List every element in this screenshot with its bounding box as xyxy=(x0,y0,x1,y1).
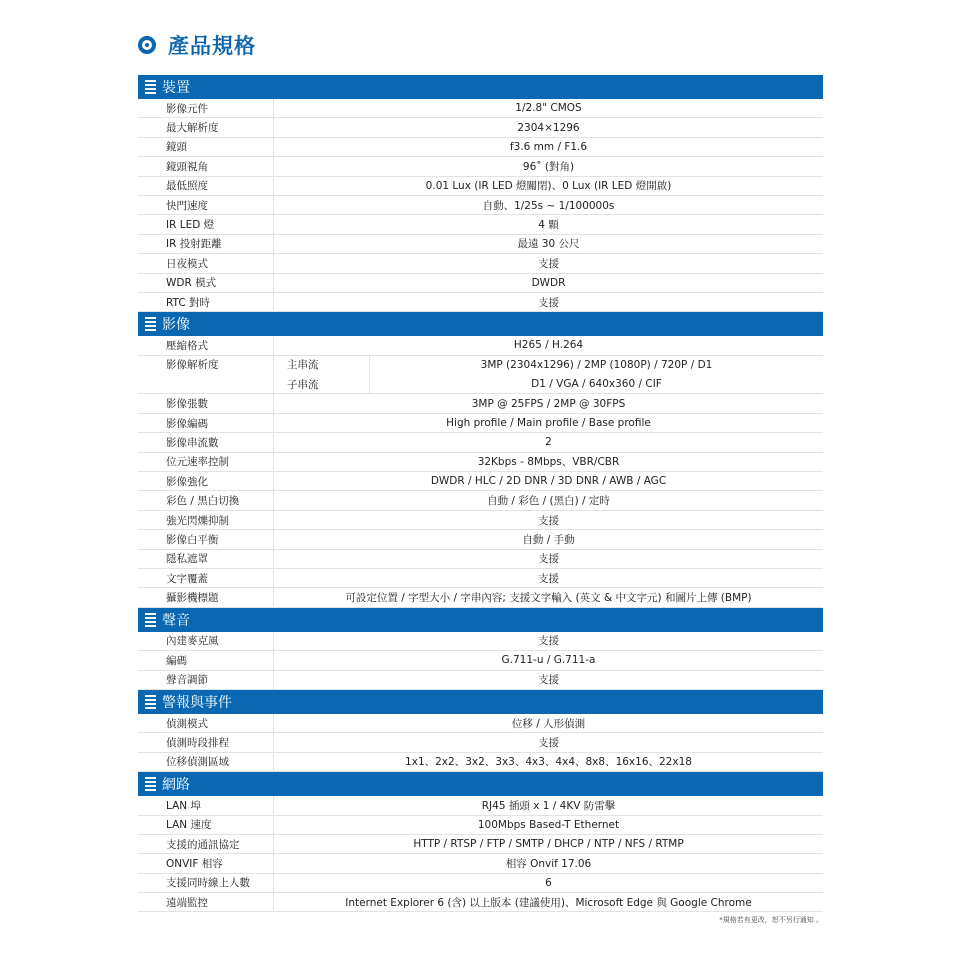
spec-label: RTC 對時 xyxy=(166,296,210,309)
spec-value: 32Kbps - 8Mbps、VBR/CBR xyxy=(477,456,620,469)
spec-value: H265 / H.264 xyxy=(513,339,584,352)
spec-label: 內建麥克風 xyxy=(166,635,219,648)
target-icon xyxy=(138,36,156,54)
spec-value: 支援 xyxy=(538,572,559,585)
list-icon xyxy=(145,613,156,627)
section-title: 聲音 xyxy=(162,612,190,629)
spec-row xyxy=(138,177,823,196)
spec-label: 文字覆蓋 xyxy=(166,572,208,585)
list-icon xyxy=(145,695,156,709)
spec-value: 相容 Onvif 17.06 xyxy=(505,857,592,870)
spec-label: 鏡頭 xyxy=(166,141,187,154)
spec-label: 最低照度 xyxy=(166,180,208,193)
spec-row xyxy=(138,433,823,452)
spec-label: 影像強化 xyxy=(166,475,208,488)
spec-row xyxy=(138,293,823,312)
spec-value: Internet Explorer 6 (含) 以上版本 (建議使用)、Microsoft Edge 與 Google Chrome xyxy=(345,896,752,909)
spec-row xyxy=(138,796,823,815)
spec-row xyxy=(138,550,823,569)
spec-value: 4 顆 xyxy=(538,219,559,232)
spec-row xyxy=(138,632,823,651)
spec-value: 6 xyxy=(545,876,552,889)
spec-label: WDR 模式 xyxy=(166,277,217,290)
spec-label: 支援的通訊協定 xyxy=(166,838,240,851)
spec-row xyxy=(138,254,823,273)
spec-row xyxy=(138,336,823,355)
spec-label: 位元速率控制 xyxy=(166,456,229,469)
page-title: 產品規格 xyxy=(168,34,256,58)
spec-row xyxy=(138,414,823,433)
spec-value: 96˚ (對角) xyxy=(522,160,575,173)
spec-label: 偵測模式 xyxy=(166,717,208,730)
spec-label: 日夜模式 xyxy=(166,257,208,270)
spec-label: 聲音調節 xyxy=(166,674,208,687)
spec-value: 支援 xyxy=(538,257,559,270)
spec-label: 快門速度 xyxy=(166,199,208,212)
spec-value: HTTP / RTSP / FTP / SMTP / DHCP / NTP / NFS / RTMP xyxy=(413,838,684,851)
section-title: 裝置 xyxy=(162,80,190,96)
spec-row xyxy=(138,651,823,670)
section-header xyxy=(138,772,823,796)
spec-row xyxy=(138,235,823,254)
spec-value: 1x1、2x2、3x2、3x3、4x3、4x4、8x8、16x16、22x18 xyxy=(405,756,692,769)
spec-row xyxy=(138,511,823,530)
spec-value: 自動 / 彩色 / (黑白) / 定時 xyxy=(487,495,610,508)
spec-label: LAN 速度 xyxy=(166,819,212,832)
spec-sublabel: 子串流 xyxy=(287,378,319,391)
spec-row xyxy=(138,118,823,137)
spec-value: 支援 xyxy=(538,553,559,566)
spec-value: 可設定位置 / 字型大小 / 字串內容; 支援文字輸入 (英文 & 中文字元) 和圖片上傳 (BMP) xyxy=(345,592,752,605)
spec-value: RJ45 插頭 x 1 / 4KV 防雷擊 xyxy=(481,799,616,812)
spec-label: 遠端監控 xyxy=(166,896,208,909)
spec-label: IR LED 燈 xyxy=(166,219,215,232)
spec-value: f3.6 mm / F1.6 xyxy=(509,140,588,153)
spec-row xyxy=(138,138,823,157)
spec-table xyxy=(138,75,823,912)
spec-value: 3MP (2304x1296) / 2MP (1080P) / 720P / D1 xyxy=(480,358,713,371)
spec-value: G.711-u / G.711-a xyxy=(501,654,596,667)
spec-label: 偵測時段排程 xyxy=(166,737,229,750)
spec-label: 強光閃爍抑制 xyxy=(166,514,229,527)
spec-value: 1/2.8" CMOS xyxy=(515,102,582,115)
spec-row xyxy=(138,854,823,873)
spec-row xyxy=(138,874,823,893)
spec-row xyxy=(138,753,823,772)
spec-value: DWDR / HLC / 2D DNR / 3D DNR / AWB / AGC xyxy=(430,475,667,488)
section-header xyxy=(138,312,823,336)
spec-row xyxy=(138,453,823,472)
spec-value: 支援 xyxy=(538,514,559,527)
spec-label: 編碼 xyxy=(166,654,187,667)
spec-sublabel: 主串流 xyxy=(287,359,319,372)
spec-label: 彩色 / 黑白切換 xyxy=(166,495,240,508)
spec-row xyxy=(138,375,823,394)
spec-value: 100Mbps Based-T Ethernet xyxy=(477,818,620,831)
section-title: 網路 xyxy=(162,777,190,794)
spec-row xyxy=(138,472,823,491)
spec-value: 0.01 Lux (IR LED 燈關閉)、0 Lux (IR LED 燈開啟) xyxy=(425,180,672,193)
page-header xyxy=(138,30,256,60)
spec-row xyxy=(138,816,823,835)
section-header xyxy=(138,690,823,714)
spec-value: High profile / Main profile / Base profile xyxy=(446,417,651,430)
spec-value: 支援 xyxy=(538,674,559,687)
spec-value: 位移 / 人形偵測 xyxy=(511,717,586,730)
spec-label: 影像串流數 xyxy=(166,436,219,449)
spec-row xyxy=(138,588,823,607)
spec-label: 支援同時線上人數 xyxy=(166,877,250,890)
spec-row xyxy=(138,157,823,176)
spec-label: 影像解析度 xyxy=(166,359,219,372)
spec-row xyxy=(138,196,823,215)
spec-row xyxy=(138,530,823,549)
spec-label: 隱私遮罩 xyxy=(166,553,208,566)
section-header xyxy=(138,608,823,632)
spec-value: 自動 / 手動 xyxy=(522,533,575,546)
spec-row xyxy=(138,356,823,375)
spec-label: 最大解析度 xyxy=(166,122,219,135)
disclaimer-note: *規格若有更改，恕不另行通知 。 xyxy=(719,916,823,924)
spec-row xyxy=(138,714,823,733)
spec-row xyxy=(138,893,823,912)
list-icon xyxy=(145,317,156,331)
spec-row xyxy=(138,491,823,510)
spec-value: 2 xyxy=(545,436,552,449)
spec-row xyxy=(138,835,823,854)
spec-label: 壓縮格式 xyxy=(166,339,208,352)
spec-value: 3MP @ 25FPS / 2MP @ 30FPS xyxy=(471,397,626,410)
spec-value: 支援 xyxy=(538,737,559,750)
spec-label: LAN 埠 xyxy=(166,799,201,812)
list-icon xyxy=(145,777,156,791)
section-header xyxy=(138,75,823,99)
spec-row xyxy=(138,569,823,588)
spec-value: 支援 xyxy=(538,635,559,648)
spec-value: 最遠 30 公尺 xyxy=(517,238,580,251)
spec-row xyxy=(138,671,823,690)
spec-label: 位移偵測區域 xyxy=(166,756,229,769)
spec-label: 攝影機標題 xyxy=(166,592,219,605)
section-title: 警報與事件 xyxy=(162,694,232,711)
spec-row xyxy=(138,274,823,293)
spec-value: DWDR xyxy=(531,276,566,289)
spec-value: 2304×1296 xyxy=(517,121,580,134)
spec-label: 鏡頭視角 xyxy=(166,160,208,173)
list-icon xyxy=(145,80,156,94)
spec-value: 自動、1/25s ~ 1/100000s xyxy=(482,199,615,212)
spec-label: 影像編碼 xyxy=(166,417,208,430)
spec-label: 影像白平衡 xyxy=(166,533,219,546)
spec-row xyxy=(138,733,823,752)
spec-row xyxy=(138,99,823,118)
spec-label: IR 投射距離 xyxy=(166,238,222,251)
spec-label: 影像張數 xyxy=(166,398,208,411)
spec-row xyxy=(138,215,823,234)
spec-value: 支援 xyxy=(538,296,559,309)
spec-row xyxy=(138,394,823,413)
spec-value: D1 / VGA / 640x360 / CIF xyxy=(531,378,662,391)
spec-label: ONVIF 相容 xyxy=(166,857,223,870)
section-title: 影像 xyxy=(162,317,190,334)
spec-label: 影像元件 xyxy=(166,102,208,115)
